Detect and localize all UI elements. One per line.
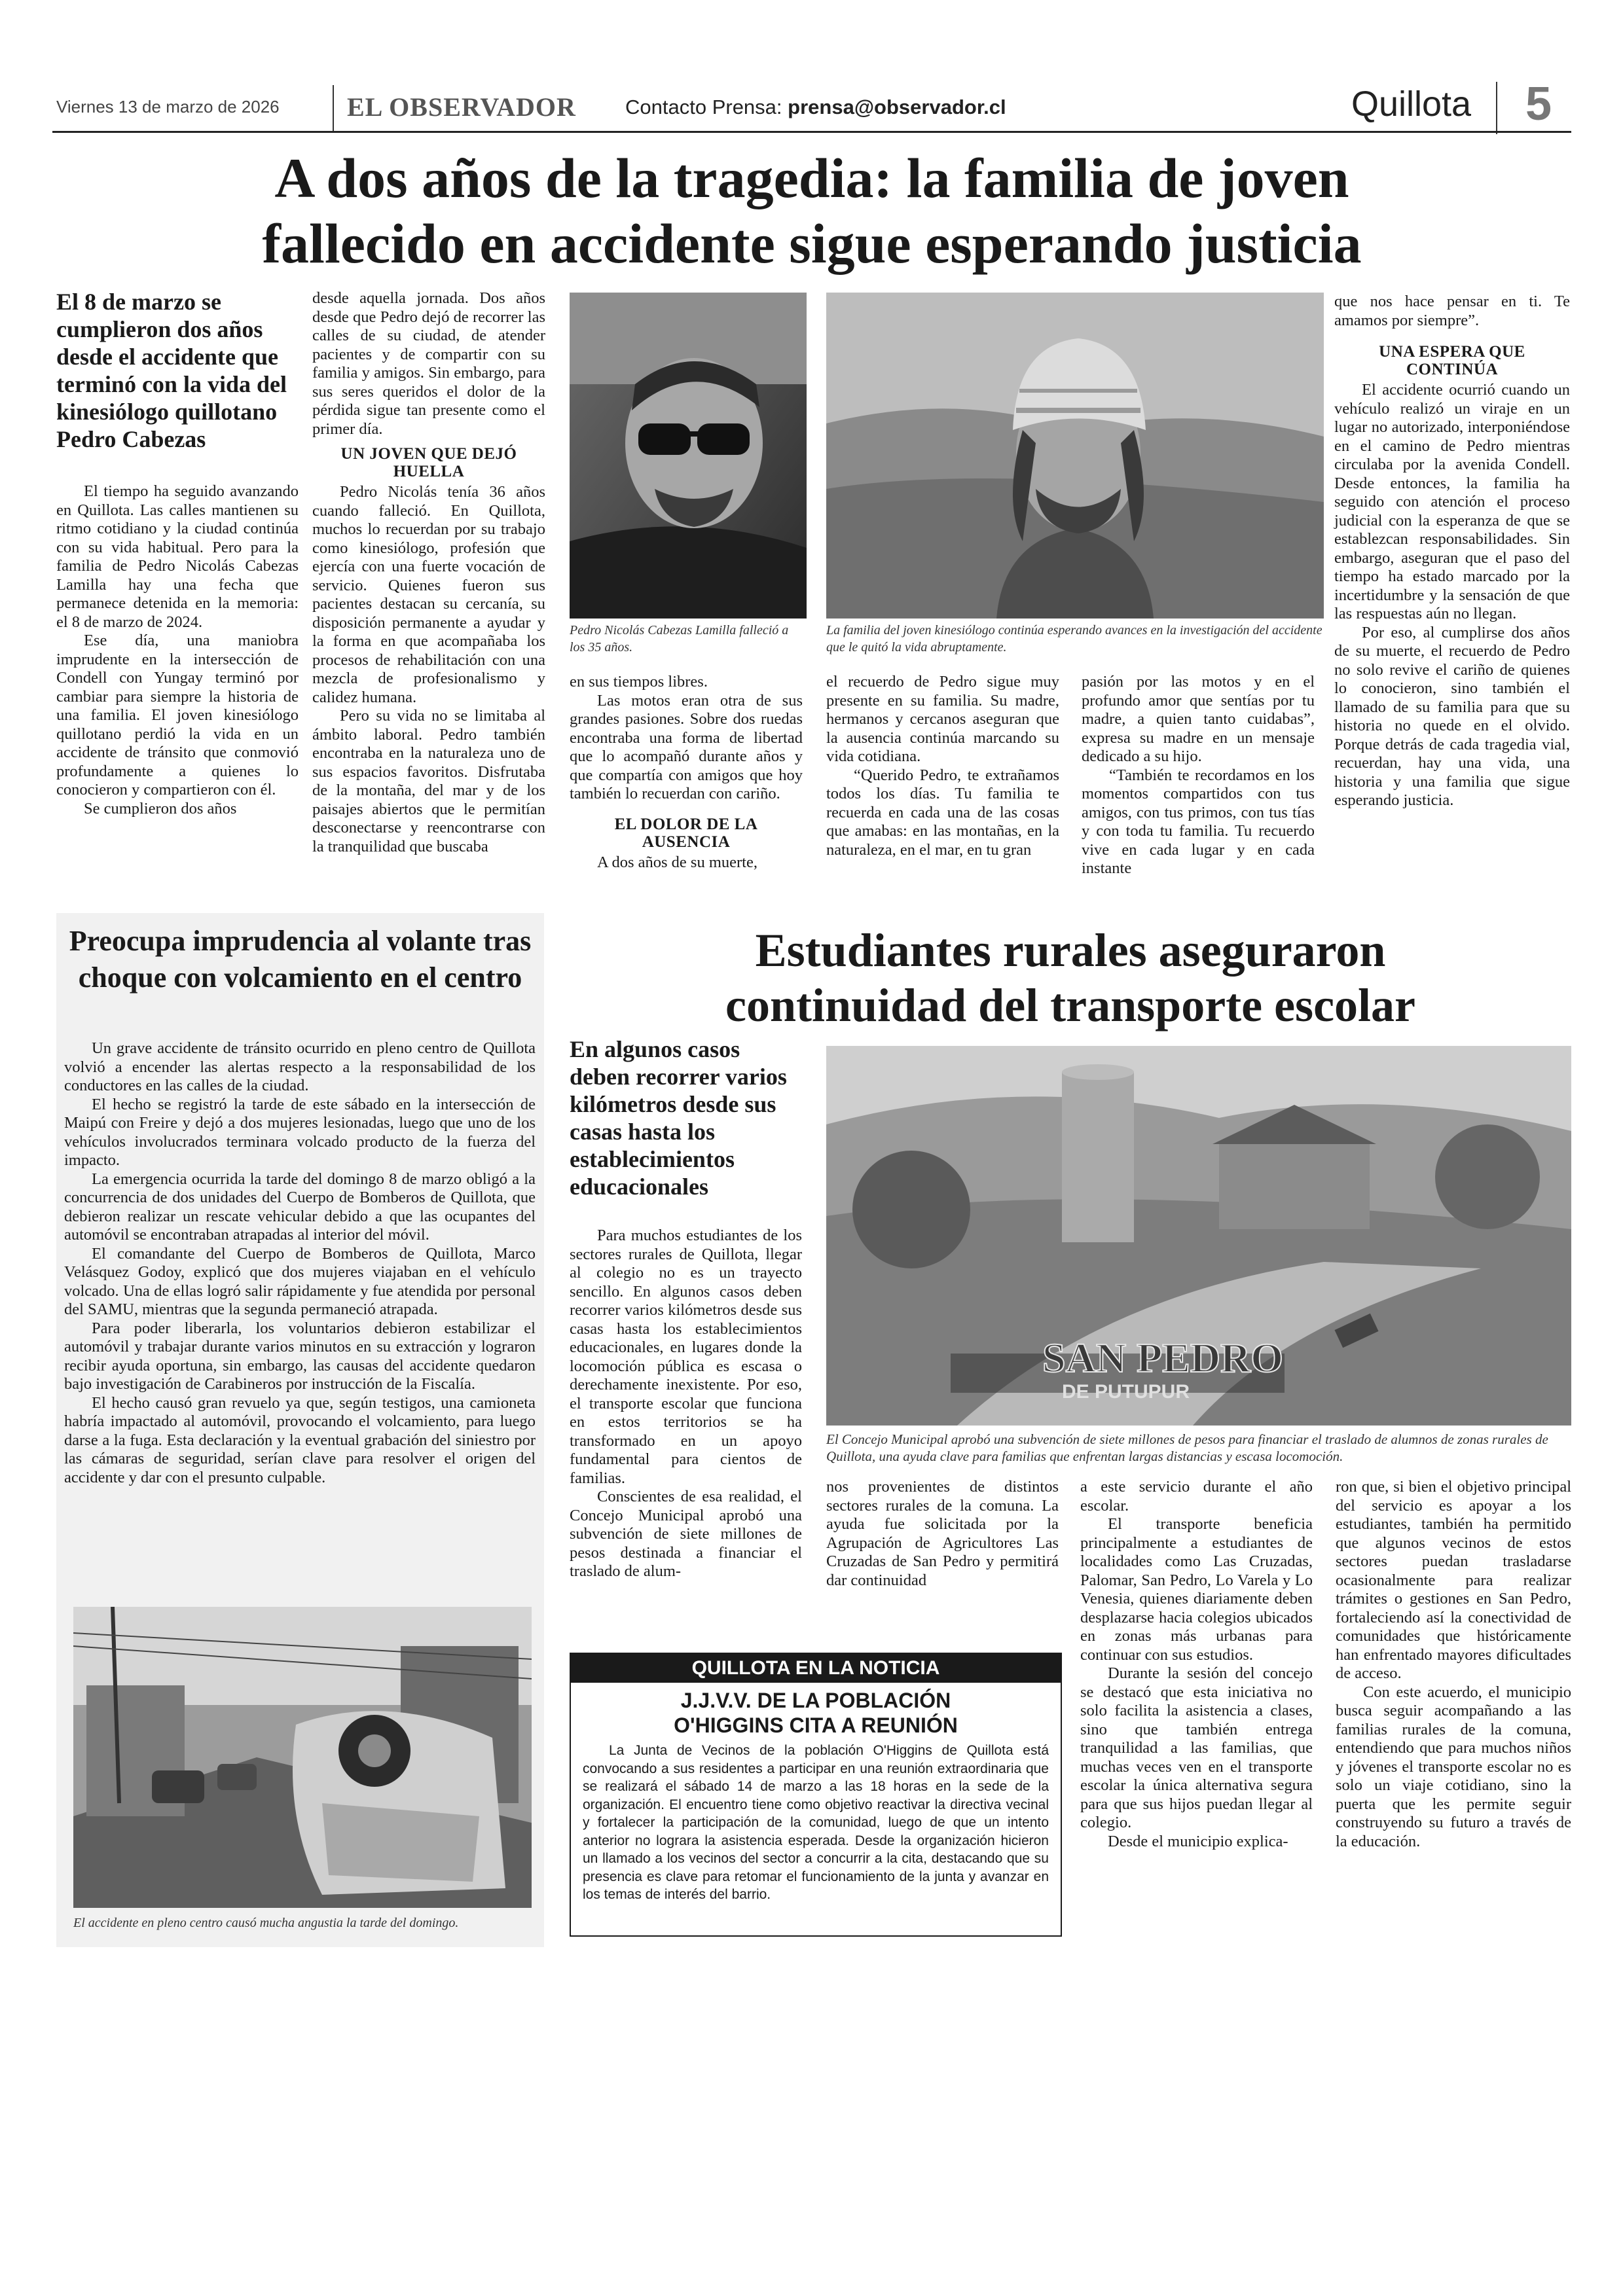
- photo2-caption: La familia del joven kinesiólogo continúa esperando avances en la investigación del accidente que le quitó la vida abruptamente.: [826, 623, 1322, 655]
- article1-column-4: [826, 673, 1059, 859]
- article3-paragraph: a este servicio durante el año escolar.: [1080, 1478, 1313, 1515]
- article3-headline-line2: continuidad del transporte escolar: [725, 979, 1415, 1031]
- article1-headline-line1: A dos años de la tragedia: la familia de joven: [274, 147, 1349, 209]
- photo-pedro-sunglasses: [570, 293, 807, 619]
- article1-paragraph: El accidente ocurrió cuando un vehículo realizó un viraje en un lugar no autorizado, interponiéndose en el camino de Pedro mientras circulaba por la avenida Condell. Desde entonces, la familia ha seguido con atención el proceso judicial con la esperanza de que se establezcan responsabilidades. Sin embargo, aseguran que el paso del tiempo ha estado marcado por la incertidumbre y la sensación de que las respuestas aún no llegan.: [1334, 381, 1570, 622]
- press-contact: [625, 96, 1006, 119]
- article1-paragraph: Ese día, una maniobra imprudente en la intersección de Condell con Yungay terminó por cambiar para siempre la historia de una familia. El joven kinesiólogo quillotano perdió la vida en un accidente de tránsito que conmovió profundamente a quienes lo conocieron y compartieron con él.: [56, 632, 299, 798]
- san-pedro-road-image: [826, 1046, 1571, 1426]
- article1-paragraph: desde aquella jornada. Dos años desde que Pedro dejó de recorrer las calles de su ciudad, de atender pacientes y de compartir con su familia y amigos. Sin embargo, para sus seres queridos el dolor de la pérdida sigue tan presente como el primer día.: [312, 289, 545, 438]
- page-number: 5: [1525, 78, 1552, 130]
- article1-subhead-1: UN JOVEN QUE DEJÓ HUELLA: [340, 445, 517, 480]
- article3-column-2: [826, 1478, 1059, 1590]
- photo-accident-caption: El accidente en pleno centro causó mucha angustia la tarde del domingo.: [73, 1916, 459, 1930]
- newspaper-name: EL OBSERVADOR: [347, 92, 576, 122]
- portrait-beanie-image: [826, 293, 1324, 619]
- portrait-sunglasses-image: [570, 293, 807, 619]
- article1-paragraph: A dos años de su muerte,: [597, 853, 757, 871]
- article1-paragraph: Las motos eran otra de sus grandes pasiones. Sobre dos ruedas encontraba una forma de libertad que lo acompañó durante años y que compartía con amigos que hoy también lo recuerdan con cariño.: [570, 691, 803, 802]
- article3-column-4: [1336, 1478, 1571, 1851]
- header-rule: [52, 131, 1571, 133]
- notice-title-line2: O'HIGGINS CITA A REUNIÓN: [674, 1713, 958, 1737]
- article3-paragraph: Durante la sesión del concejo se destacó que esta iniciativa no solo facilita la asistencia a clases, sino que también entrega tranquilidad a las familias, que muchas veces ven en el transporte escolar la única alternativa segura para que sus hijos puedan llegar al colegio.: [1080, 1664, 1313, 1831]
- article2-body: [64, 1039, 536, 1487]
- article3-paragraph: Desde el municipio explica-: [1108, 1832, 1288, 1850]
- article3-paragraph: Con este acuerdo, el municipio busca seguir acompañando a las familias rurales de la comuna, entendiendo que para muchos niños y jóvenes el transporte escolar no es solo un viaje cotidiano, sino la puerta que les permite seguir construyendo su futuro a través de la educación.: [1336, 1683, 1571, 1850]
- sign-putupur: DE PUTUPUR: [1062, 1381, 1190, 1403]
- article1-paragraph: Por eso, al cumplirse dos años de su muerte, el recuerdo de Pedro no solo revive el cariño de quienes lo conocieron, sino también el llamado de su familia para que su historia no quede en el olvido. Porque detrás de cada tragedia vial, recuerdan, hay una vida, una historia y una familia que sigue esperando justicia.: [1334, 623, 1570, 809]
- issue-date: Viernes 13 de marzo de 2026: [56, 97, 280, 117]
- article3-paragraph: ron que, si bien el objetivo principal del servicio es apoyar a los estudiantes, también ha permitido que algunos vecinos de estos sectores puedan trasladarse ocasionalmente para realizar trámites o gestiones en San Pedro, fortaleciendo así la conectividad de comunidades que históricamente han enfrentado mayores dificultades de acceso.: [1336, 1478, 1571, 1682]
- article1-headline: [131, 145, 1493, 276]
- article1-paragraph: el recuerdo de Pedro sigue muy presente en su familia. Su madre, hermanos y cercanos aseguran que la ausencia continúa marcando su vida cotidiana.: [826, 673, 1059, 765]
- article1-subhead-3: UNA ESPERA QUE CONTINÚA: [1379, 343, 1525, 378]
- article1-column-6: [1334, 293, 1570, 810]
- article3-paragraph: Conscientes de esa realidad, el Concejo Municipal aprobó una subvención de siete millones de pesos destinada a financiar el traslado de alum-: [570, 1488, 802, 1580]
- header-divider: [1496, 82, 1497, 134]
- article2-paragraph: Para poder liberarla, los voluntarios debieron estabilizar el automóvil y trabajar durante varios minutos en su extracción y lograron recibir ayuda oportuna, sin embargo, las causas del accidente quedaron bajo investigación de Carabineros por instrucción de la Fiscalía.: [64, 1319, 536, 1393]
- article3-column-1: [570, 1035, 802, 1581]
- header-divider: [333, 85, 334, 131]
- contact-email[interactable]: prensa@observador.cl: [788, 96, 1006, 118]
- article1-paragraph: El tiempo ha seguido avanzando en Quillota. Las calles mantienen su ritmo cotidiano y la ciudad continúa con su vida habitual. Pero para la familia de Pedro Nicolás Cabezas Lamilla hay una fecha que permanece detenida en la memoria: el 8 de marzo de 2024.: [56, 482, 299, 631]
- article1-paragraph: “Querido Pedro, te extrañamos todos los días. Tu familia te recuerda en cada una de las cosas que amabas: en las montañas, en la naturaleza, en el mar, en tu gran: [826, 766, 1059, 859]
- article1-column-5: [1082, 673, 1315, 878]
- section-name: Quillota: [1351, 84, 1472, 124]
- sign-san-pedro: SAN PEDRO: [1042, 1335, 1284, 1381]
- article1-paragraph: que nos hace pensar en ti. Te amamos por siempre”.: [1334, 293, 1570, 329]
- photo-pedro-beanie: [826, 293, 1324, 619]
- article3-paragraph: El transporte beneficia principalmente a estudiantes de localidades como Las Cruzadas, Palomar, San Pedro, Lo Varela y Lo Venesia, quienes diariamente deben desplazarse hacia colegios ubicados en zonas más urbanas para continuar con sus estudios.: [1080, 1515, 1313, 1664]
- article2-paragraph: La emergencia ocurrida la tarde del domingo 8 de marzo obligó a la concurrencia de dos unidades del Cuerpo de Bomberos de Quillota, que debieron realizar un rescate vehicular debido a que las ocupantes del automóvil se encontraban atrapadas al interior del móvil.: [64, 1170, 536, 1244]
- photo-san-pedro: [826, 1046, 1571, 1426]
- article3-headline-line1: Estudiantes rurales aseguraron: [755, 924, 1386, 977]
- notice-body: La Junta de Vecinos de la población O'Higgins de Quillota está convocando a sus residentes a participar en una reunión extraordinaria que se realizará el sábado 14 de marzo a las 18 horas en la sede de la organización. El encuentro tiene como objetivo reactivar la directiva vecinal y fortalecer la participación de la comunidad, luego de que un intento anterior no lograra la asistencia esperada. Desde la organización hicieron un llamado a los vecinos del sector a concurrir a la cita, destacando que su presencia es clave para retomar el funcionamiento de la junta y avanzar en los temas de interés del barrio.: [583, 1743, 1049, 1902]
- article1-paragraph: Pero su vida no se limitaba al ámbito laboral. Pedro también encontraba en la naturaleza uno de sus espacios favoritos. Disfrutaba de la montaña, del mar y de los paisajes abiertos que le permitían desconectarse y reencontrarse con la tranquilidad que buscaba: [312, 707, 545, 855]
- photo-san-pedro-caption: El Concejo Municipal aprobó una subvención de siete millones de pesos para financiar el traslado de alumnos de zonas rurales de Quillota, una ayuda clave para familias que enfrentan largas distancias y escasa locomoción.: [826, 1431, 1548, 1464]
- article1-deck: El 8 de marzo se cumplieron dos años desde el accidente que terminó con la vida del kinesiólogo quillotano Pedro Cabezas: [56, 289, 287, 452]
- article1-column-2: [312, 289, 545, 856]
- article1-headline-line2: fallecido en accidente sigue esperando justicia: [262, 212, 1362, 275]
- article1-paragraph: en sus tiempos libres.: [570, 673, 708, 691]
- article3-column-3: [1080, 1478, 1313, 1851]
- article3-paragraph: Para muchos estudiantes de los sectores rurales de Quillota, llegar al colegio no es un trayecto sencillo. En algunos casos deben recorrer varios kilómetros desde sus casas hasta los establecimientos educacionales, en lugares donde la locomoción pública es escasa o derechamente inexistente. Por eso, el transporte escolar que funciona en estos territorios se ha transformado en un apoyo fundamental para cientos de familias.: [570, 1227, 802, 1487]
- article1-paragraph: “También te recordamos en los momentos compartidos con tus amigos, con tus primos, con tus tías y con toda tu familia. Tu recuerdo vive en cada lugar y en cada instante: [1082, 766, 1315, 877]
- article1-paragraph: Se cumplieron dos años: [84, 799, 237, 817]
- article1-column-3: [570, 673, 803, 872]
- photo1-caption: Pedro Nicolás Cabezas Lamilla falleció a los 35 años.: [570, 623, 789, 655]
- notice-box: [570, 1653, 1062, 1937]
- article2-headline: Preocupa imprudencia al volante tras choque con volcamiento en el centro: [69, 925, 532, 994]
- article2-paragraph: El hecho causó gran revuelo ya que, según testigos, una camioneta habría impactado al automóvil, provocando el volcamiento, para luego darse a la fuga. Esta declaración y la eventual grabación del siniestro por las cámaras de seguridad, serían clave para resolver el origen del accidente y dar con el presunto culpable.: [64, 1393, 536, 1486]
- article3-paragraph: nos provenientes de distintos sectores rurales de la comuna. La ayuda fue solicitada por la Agrupación de Agricultores Las Cruzadas de San Pedro y permitirá dar continuidad: [826, 1478, 1059, 1589]
- article2-paragraph: Un grave accidente de tránsito ocurrido en pleno centro de Quillota volvió a encender las alertas respecto a la responsabilidad de los conductores en las calles de la ciudad.: [64, 1039, 536, 1094]
- article1-subhead-2: EL DOLOR DE LA AUSENCIA: [614, 815, 758, 851]
- article1-paragraph: pasión por las motos y en el profundo amor que sentías por tu madre, a quien tanto cuidabas”, expresa su madre en un mensaje dedicado a su hijo.: [1082, 673, 1315, 765]
- article2-paragraph: El hecho se registró la tarde de este sábado en la intersección de Maipú con Freire y dejó a dos mujeres lesionadas, luego que uno de los vehículos involucrados terminara volcado producto de la fuerza del impacto.: [64, 1095, 536, 1169]
- article1-column-1: [56, 288, 299, 818]
- photo-accident: [73, 1607, 532, 1908]
- article3-headline: [570, 923, 1571, 1033]
- accident-scene-image: [73, 1607, 532, 1908]
- contact-label: Contacto Prensa:: [625, 96, 782, 118]
- article1-paragraph: Pedro Nicolás tenía 36 años cuando falleció. En Quillota, muchos lo recuerdan por su trabajo como kinesiólogo, profesión que ejercía con una fuerte vocación de servicio. Quienes fueron sus pacientes destacan su cercanía, su disposición permanente a ayudar y la forma en que acompañaba los procesos de rehabilitación con una mezcla de profesionalismo y calidez humana.: [312, 483, 545, 706]
- article2-paragraph: El comandante del Cuerpo de Bomberos de Quillota, Marco Velásquez Godoy, explicó que dos mujeres viajaban en el vehículo volcado. Una de ellas logró salir rápidamente y fue atendida por personal del SAMU, mientras que la segunda permaneció atrapada.: [64, 1244, 536, 1318]
- notice-title-line1: J.J.V.V. DE LA POBLACIÓN: [680, 1689, 951, 1712]
- notice-bar-label: QUILLOTA EN LA NOTICIA: [571, 1654, 1061, 1683]
- notice-title: [571, 1688, 1061, 1738]
- article3-deck: En algunos casos deben recorrer varios kilómetros desde sus casas hasta los establecimientos educacionales: [570, 1036, 787, 1200]
